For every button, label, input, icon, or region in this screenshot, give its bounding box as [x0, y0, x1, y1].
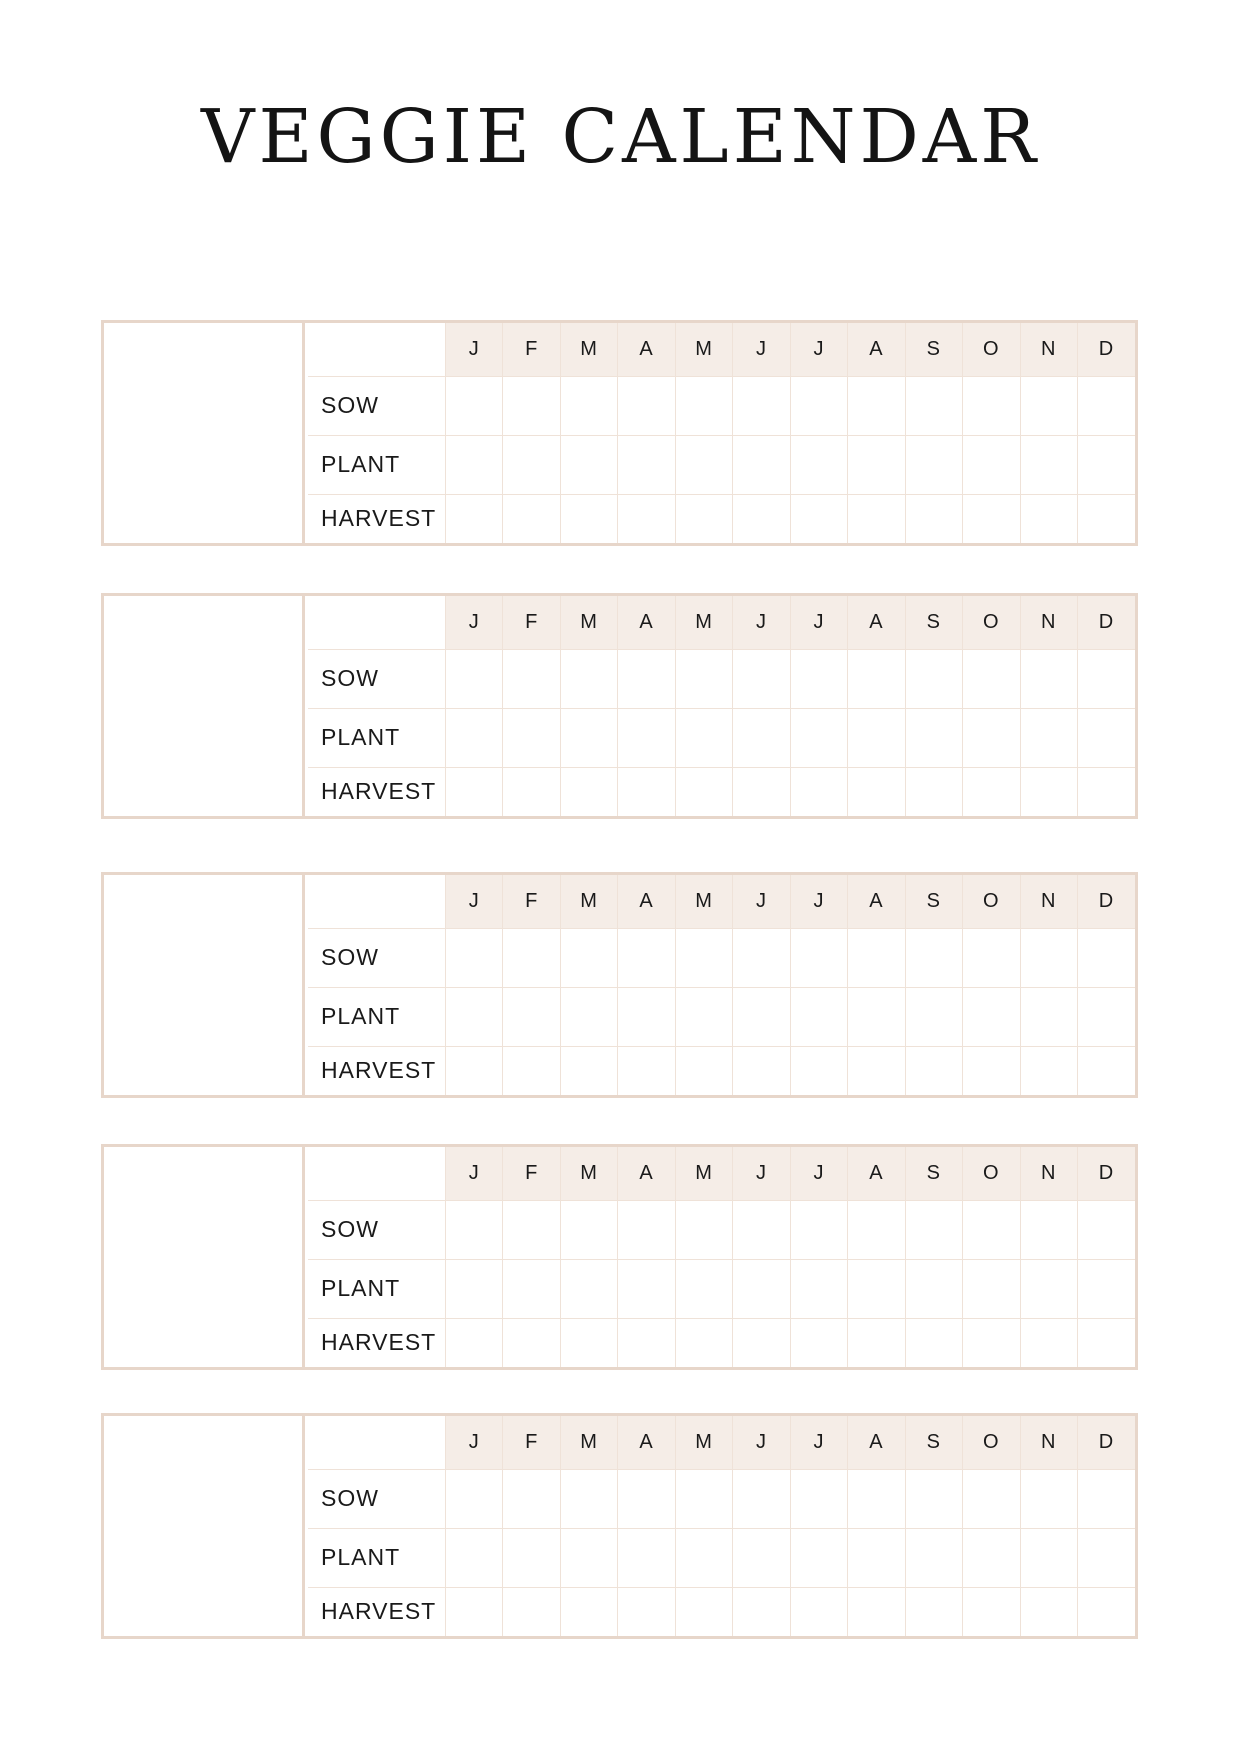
month-cell[interactable] — [1020, 1259, 1077, 1318]
month-cell[interactable] — [503, 376, 560, 435]
month-cell[interactable] — [790, 928, 847, 987]
month-header: O — [963, 1416, 1020, 1469]
month-header: A — [618, 1147, 675, 1200]
month-cell[interactable] — [446, 767, 503, 816]
month-cell[interactable] — [1020, 1200, 1077, 1259]
veggie-block — [101, 1413, 1138, 1639]
month-cell[interactable] — [963, 435, 1020, 494]
month-cell[interactable] — [733, 1318, 790, 1367]
month-cell[interactable] — [675, 1318, 732, 1367]
month-cell[interactable] — [963, 1200, 1020, 1259]
month-cell[interactable] — [790, 435, 847, 494]
month-cell[interactable] — [790, 494, 847, 543]
month-cell[interactable] — [446, 494, 503, 543]
month-cell[interactable] — [905, 494, 962, 543]
month-header: J — [446, 323, 503, 376]
month-header: J — [790, 1416, 847, 1469]
month-cell[interactable] — [963, 1528, 1020, 1587]
month-cell[interactable] — [1020, 767, 1077, 816]
month-cell[interactable] — [905, 928, 962, 987]
month-header: M — [675, 1416, 732, 1469]
month-cell[interactable] — [963, 494, 1020, 543]
month-header: J — [790, 323, 847, 376]
month-cell[interactable] — [905, 987, 962, 1046]
activity-label: PLANT — [308, 435, 446, 494]
month-cell[interactable] — [560, 928, 617, 987]
month-header: M — [675, 323, 732, 376]
month-cell[interactable] — [905, 1046, 962, 1095]
month-cell[interactable] — [1020, 649, 1077, 708]
activity-label: SOW — [308, 376, 446, 435]
month-cell[interactable] — [560, 708, 617, 767]
month-cell[interactable] — [675, 767, 732, 816]
month-grid — [308, 875, 1135, 1095]
month-cell[interactable] — [618, 1528, 675, 1587]
month-header: F — [503, 1416, 560, 1469]
month-cell[interactable] — [790, 1318, 847, 1367]
month-cell[interactable] — [848, 1259, 905, 1318]
month-header: F — [503, 1147, 560, 1200]
activity-row — [308, 1587, 1135, 1636]
month-cell[interactable] — [733, 494, 790, 543]
month-cell[interactable] — [618, 1469, 675, 1528]
month-cell[interactable] — [1077, 987, 1135, 1046]
activity-label: HARVEST — [308, 494, 446, 543]
header-corner-cell — [308, 875, 446, 928]
month-cell[interactable] — [675, 435, 732, 494]
month-cell[interactable] — [790, 767, 847, 816]
month-cell[interactable] — [446, 987, 503, 1046]
month-header: J — [733, 875, 790, 928]
month-header: M — [560, 596, 617, 649]
month-header: M — [560, 323, 617, 376]
month-cell[interactable] — [560, 1046, 617, 1095]
month-cell[interactable] — [905, 1528, 962, 1587]
activity-row — [308, 1469, 1135, 1528]
month-cell[interactable] — [1077, 649, 1135, 708]
month-cell[interactable] — [848, 708, 905, 767]
month-grid — [308, 1147, 1135, 1367]
veggie-name-box[interactable] — [104, 1416, 305, 1636]
month-cell[interactable] — [1020, 1046, 1077, 1095]
month-cell[interactable] — [560, 649, 617, 708]
activity-label: SOW — [308, 1200, 446, 1259]
month-cell[interactable] — [963, 708, 1020, 767]
month-cell[interactable] — [733, 987, 790, 1046]
month-cell[interactable] — [675, 649, 732, 708]
month-cell[interactable] — [790, 649, 847, 708]
month-cell[interactable] — [905, 708, 962, 767]
month-cell[interactable] — [848, 767, 905, 816]
month-grid — [308, 323, 1135, 543]
month-header: M — [560, 875, 617, 928]
month-header-row — [308, 323, 1135, 376]
month-cell[interactable] — [733, 1046, 790, 1095]
month-cell[interactable] — [963, 1318, 1020, 1367]
month-cell[interactable] — [503, 1528, 560, 1587]
month-cell[interactable] — [446, 1259, 503, 1318]
month-header: A — [848, 1147, 905, 1200]
month-cell[interactable] — [446, 708, 503, 767]
month-header: A — [618, 323, 675, 376]
month-cell[interactable] — [675, 1528, 732, 1587]
month-cell[interactable] — [446, 649, 503, 708]
month-cell[interactable] — [560, 1587, 617, 1636]
month-header: N — [1020, 1416, 1077, 1469]
month-cell[interactable] — [1020, 1587, 1077, 1636]
month-cell[interactable] — [733, 1200, 790, 1259]
month-cell[interactable] — [733, 649, 790, 708]
month-cell[interactable] — [848, 1469, 905, 1528]
activity-label: SOW — [308, 649, 446, 708]
activity-label: PLANT — [308, 987, 446, 1046]
month-header: D — [1077, 1147, 1135, 1200]
month-header: J — [446, 596, 503, 649]
month-cell[interactable] — [733, 435, 790, 494]
month-header: J — [790, 875, 847, 928]
month-cell[interactable] — [560, 987, 617, 1046]
month-cell[interactable] — [963, 767, 1020, 816]
month-cell[interactable] — [560, 376, 617, 435]
month-cell[interactable] — [790, 987, 847, 1046]
month-cell[interactable] — [848, 376, 905, 435]
month-header: N — [1020, 1147, 1077, 1200]
month-header: D — [1077, 596, 1135, 649]
page-title: VEGGIE CALENDAR — [201, 94, 1040, 180]
month-cell[interactable] — [1020, 1469, 1077, 1528]
month-header: J — [446, 875, 503, 928]
month-cell[interactable] — [560, 1318, 617, 1367]
month-cell[interactable] — [675, 708, 732, 767]
month-cell[interactable] — [675, 1200, 732, 1259]
veggie-block — [101, 1144, 1138, 1370]
month-cell[interactable] — [1020, 1318, 1077, 1367]
month-cell[interactable] — [675, 987, 732, 1046]
month-header: S — [905, 596, 962, 649]
month-cell[interactable] — [848, 435, 905, 494]
activity-row — [308, 708, 1135, 767]
month-cell[interactable] — [790, 1046, 847, 1095]
month-header: J — [733, 1147, 790, 1200]
month-header: F — [503, 596, 560, 649]
month-cell[interactable] — [675, 376, 732, 435]
month-header: S — [905, 323, 962, 376]
month-cell[interactable] — [790, 1469, 847, 1528]
veggie-block — [101, 593, 1138, 819]
month-cell[interactable] — [905, 767, 962, 816]
month-cell[interactable] — [848, 1528, 905, 1587]
month-cell[interactable] — [963, 1046, 1020, 1095]
month-cell[interactable] — [446, 376, 503, 435]
month-cell[interactable] — [848, 1046, 905, 1095]
month-header: A — [848, 596, 905, 649]
month-cell[interactable] — [618, 1200, 675, 1259]
month-cell[interactable] — [905, 435, 962, 494]
month-header-row — [308, 596, 1135, 649]
month-header: M — [560, 1147, 617, 1200]
month-header-row — [308, 875, 1135, 928]
month-header: J — [733, 1416, 790, 1469]
month-header: F — [503, 875, 560, 928]
month-header: J — [446, 1147, 503, 1200]
header-corner-cell — [308, 596, 446, 649]
activity-label: HARVEST — [308, 1587, 446, 1636]
month-cell[interactable] — [446, 928, 503, 987]
month-grid — [308, 596, 1135, 816]
month-header: J — [790, 596, 847, 649]
month-cell[interactable] — [675, 928, 732, 987]
month-header: A — [848, 875, 905, 928]
month-header: A — [848, 323, 905, 376]
month-cell[interactable] — [963, 1587, 1020, 1636]
month-cell[interactable] — [446, 1200, 503, 1259]
month-cell[interactable] — [848, 928, 905, 987]
activity-row — [308, 1528, 1135, 1587]
month-cell[interactable] — [1020, 708, 1077, 767]
month-cell[interactable] — [560, 1469, 617, 1528]
activity-label: SOW — [308, 1469, 446, 1528]
month-cell[interactable] — [733, 1528, 790, 1587]
month-cell[interactable] — [790, 708, 847, 767]
month-header: J — [790, 1147, 847, 1200]
month-header: S — [905, 875, 962, 928]
month-cell[interactable] — [1020, 987, 1077, 1046]
month-cell[interactable] — [1020, 435, 1077, 494]
month-header: D — [1077, 875, 1135, 928]
month-header: D — [1077, 1416, 1135, 1469]
veggie-name-box[interactable] — [104, 323, 305, 543]
activity-label: PLANT — [308, 1528, 446, 1587]
month-cell[interactable] — [848, 1587, 905, 1636]
month-cell[interactable] — [905, 376, 962, 435]
activity-label: PLANT — [308, 1259, 446, 1318]
month-cell[interactable] — [790, 376, 847, 435]
veggie-name-box[interactable] — [104, 596, 305, 816]
month-cell[interactable] — [790, 1200, 847, 1259]
month-header: M — [675, 1147, 732, 1200]
header-corner-cell — [308, 323, 446, 376]
month-cell[interactable] — [1077, 1200, 1135, 1259]
activity-row — [308, 767, 1135, 816]
month-cell[interactable] — [1077, 435, 1135, 494]
activity-row — [308, 435, 1135, 494]
month-cell[interactable] — [963, 1469, 1020, 1528]
month-cell[interactable] — [618, 987, 675, 1046]
month-cell[interactable] — [560, 435, 617, 494]
month-cell[interactable] — [733, 1259, 790, 1318]
month-cell[interactable] — [1077, 1046, 1135, 1095]
month-header: A — [618, 596, 675, 649]
month-cell[interactable] — [675, 1469, 732, 1528]
month-cell[interactable] — [503, 767, 560, 816]
month-cell[interactable] — [1020, 1528, 1077, 1587]
month-cell[interactable] — [905, 649, 962, 708]
month-cell[interactable] — [905, 1200, 962, 1259]
month-cell[interactable] — [1077, 1469, 1135, 1528]
month-header: N — [1020, 323, 1077, 376]
month-cell[interactable] — [963, 987, 1020, 1046]
month-cell[interactable] — [618, 767, 675, 816]
activity-row — [308, 376, 1135, 435]
month-cell[interactable] — [1077, 708, 1135, 767]
month-cell[interactable] — [503, 1046, 560, 1095]
month-header: J — [733, 323, 790, 376]
month-cell[interactable] — [733, 708, 790, 767]
month-cell[interactable] — [560, 767, 617, 816]
month-cell[interactable] — [503, 1469, 560, 1528]
activity-row — [308, 649, 1135, 708]
activity-label: PLANT — [308, 708, 446, 767]
month-cell[interactable] — [905, 1259, 962, 1318]
month-cell[interactable] — [446, 1318, 503, 1367]
month-cell[interactable] — [790, 1587, 847, 1636]
month-cell[interactable] — [790, 1259, 847, 1318]
month-cell[interactable] — [675, 1587, 732, 1636]
month-cell[interactable] — [503, 708, 560, 767]
month-cell[interactable] — [618, 376, 675, 435]
month-cell[interactable] — [1020, 928, 1077, 987]
month-header: J — [733, 596, 790, 649]
activity-row — [308, 494, 1135, 543]
month-cell[interactable] — [503, 494, 560, 543]
veggie-name-box[interactable] — [104, 1147, 305, 1367]
month-cell[interactable] — [560, 1528, 617, 1587]
month-cell[interactable] — [733, 928, 790, 987]
month-cell[interactable] — [618, 1587, 675, 1636]
month-cell[interactable] — [733, 1469, 790, 1528]
month-header: N — [1020, 596, 1077, 649]
month-cell[interactable] — [618, 649, 675, 708]
month-cell[interactable] — [1077, 1259, 1135, 1318]
month-cell[interactable] — [1077, 1528, 1135, 1587]
month-cell[interactable] — [618, 708, 675, 767]
month-cell[interactable] — [618, 928, 675, 987]
month-cell[interactable] — [1077, 928, 1135, 987]
month-cell[interactable] — [848, 1318, 905, 1367]
month-grid — [308, 1416, 1135, 1636]
month-cell[interactable] — [446, 1587, 503, 1636]
activity-row — [308, 1318, 1135, 1367]
month-cell[interactable] — [618, 494, 675, 543]
month-cell[interactable] — [733, 767, 790, 816]
month-header: S — [905, 1147, 962, 1200]
month-cell[interactable] — [848, 494, 905, 543]
month-cell[interactable] — [733, 376, 790, 435]
month-cell[interactable] — [963, 649, 1020, 708]
month-cell[interactable] — [503, 435, 560, 494]
month-cell[interactable] — [1077, 494, 1135, 543]
month-cell[interactable] — [446, 435, 503, 494]
activity-label: SOW — [308, 928, 446, 987]
month-cell[interactable] — [963, 1259, 1020, 1318]
month-header: A — [848, 1416, 905, 1469]
month-header: S — [905, 1416, 962, 1469]
month-cell[interactable] — [905, 1587, 962, 1636]
activity-row — [308, 1200, 1135, 1259]
month-cell[interactable] — [560, 1259, 617, 1318]
month-cell[interactable] — [503, 987, 560, 1046]
month-header: M — [560, 1416, 617, 1469]
month-cell[interactable] — [618, 1318, 675, 1367]
activity-row — [308, 987, 1135, 1046]
month-header: A — [618, 875, 675, 928]
month-cell[interactable] — [1077, 376, 1135, 435]
month-header: A — [618, 1416, 675, 1469]
activity-label: HARVEST — [308, 767, 446, 816]
month-cell[interactable] — [1077, 1587, 1135, 1636]
month-cell[interactable] — [1020, 494, 1077, 543]
month-cell[interactable] — [618, 1046, 675, 1095]
month-header: N — [1020, 875, 1077, 928]
month-cell[interactable] — [848, 987, 905, 1046]
month-cell[interactable] — [560, 1200, 617, 1259]
activity-row — [308, 1046, 1135, 1095]
month-header: F — [503, 323, 560, 376]
month-header: M — [675, 875, 732, 928]
veggie-block — [101, 320, 1138, 546]
month-cell[interactable] — [503, 928, 560, 987]
month-cell[interactable] — [503, 1200, 560, 1259]
month-cell[interactable] — [446, 1046, 503, 1095]
activity-row — [308, 928, 1135, 987]
header-corner-cell — [308, 1147, 446, 1200]
month-header: O — [963, 1147, 1020, 1200]
month-cell[interactable] — [560, 494, 617, 543]
month-cell[interactable] — [905, 1469, 962, 1528]
month-cell[interactable] — [905, 1318, 962, 1367]
month-cell[interactable] — [675, 1046, 732, 1095]
month-cell[interactable] — [1077, 767, 1135, 816]
month-cell[interactable] — [675, 494, 732, 543]
month-header-row — [308, 1147, 1135, 1200]
month-cell[interactable] — [963, 928, 1020, 987]
month-cell[interactable] — [848, 1200, 905, 1259]
activity-label: HARVEST — [308, 1318, 446, 1367]
month-cell[interactable] — [848, 649, 905, 708]
activity-row — [308, 1259, 1135, 1318]
header-corner-cell — [308, 1416, 446, 1469]
month-cell[interactable] — [618, 435, 675, 494]
month-cell[interactable] — [503, 1587, 560, 1636]
veggie-name-box[interactable] — [104, 875, 305, 1095]
month-cell[interactable] — [963, 376, 1020, 435]
month-header: J — [446, 1416, 503, 1469]
month-header: O — [963, 596, 1020, 649]
month-cell[interactable] — [446, 1528, 503, 1587]
month-cell[interactable] — [503, 1318, 560, 1367]
month-cell[interactable] — [733, 1587, 790, 1636]
month-header: D — [1077, 323, 1135, 376]
month-cell[interactable] — [1077, 1318, 1135, 1367]
month-cell[interactable] — [790, 1528, 847, 1587]
month-header: M — [675, 596, 732, 649]
month-cell[interactable] — [503, 1259, 560, 1318]
month-cell[interactable] — [675, 1259, 732, 1318]
month-header: O — [963, 875, 1020, 928]
month-header-row — [308, 1416, 1135, 1469]
month-cell[interactable] — [618, 1259, 675, 1318]
month-cell[interactable] — [1020, 376, 1077, 435]
month-cell[interactable] — [503, 649, 560, 708]
veggie-block — [101, 872, 1138, 1098]
activity-label: HARVEST — [308, 1046, 446, 1095]
month-header: O — [963, 323, 1020, 376]
month-cell[interactable] — [446, 1469, 503, 1528]
